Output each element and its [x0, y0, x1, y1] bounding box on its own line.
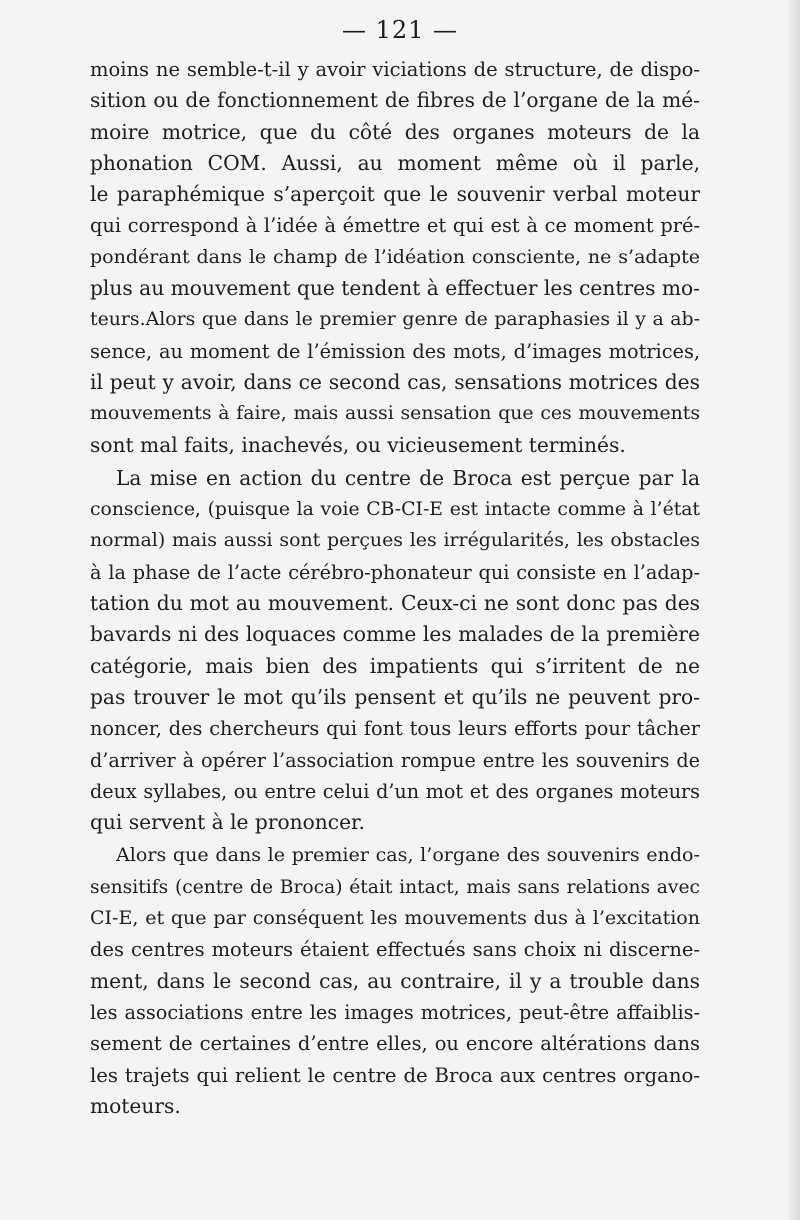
text-line: qui correspond à l’idée à émettre et qui est à ce moment pré- [90, 214, 700, 238]
page-edge-shadow [786, 0, 800, 1220]
text-line: moire motrice, que du côté des organes moteurs de la [90, 119, 700, 144]
text-line: les trajets qui relient le centre de Broca aux centres organo- [90, 1063, 700, 1087]
text-line: sition ou de fonctionnement de fibres de l’organe de la mé- [90, 88, 700, 113]
text-line: les associations entre les images motrices, peut-être affaiblis- [90, 1000, 700, 1024]
page-number: — 121 — [341, 16, 459, 44]
text-line: moins ne semble-t-il y avoir viciations de structure, de dispo- [90, 58, 700, 81]
text-line: des centres moteurs étaient effectués sans choix ni discerne- [90, 938, 700, 962]
text-line: qui servent à le prononcer. [90, 810, 365, 835]
text-line: à la phase de l’acte cérébro-phonateur qui consiste en l’adap- [90, 560, 700, 584]
text-line: conscience, (puisque la voie CB-CI-E est intacte comme à l’état [90, 499, 700, 521]
text-line: moteurs. [90, 1093, 181, 1118]
text-line: pas trouver le mot qu’ils pensent et qu’ils ne peuvent pro- [90, 684, 700, 709]
text-line: noncer, des chercheurs qui font tous leurs efforts pour tâcher [90, 717, 700, 741]
text-line: teurs.Alors que dans le premier genre de paraphasies il y a ab- [90, 308, 700, 331]
text-line: ment, dans le second cas, au contraire, il y a trouble dans [90, 968, 700, 993]
text-line: d’arriver à opérer l’association rompue entre les souvenirs de [90, 748, 700, 772]
text-line: Alors que dans le premier cas, l’organe des souvenirs endo- [116, 844, 700, 867]
text-line: bavards ni des loquaces comme les malades de la première [90, 622, 700, 647]
text-line: catégorie, mais bien des impatients qui s’irritent de ne [90, 653, 700, 678]
text-line: plus au mouvement que tendent à effectuer les centres mo- [90, 276, 700, 301]
text-line: CI-E, et que par conséquent les mouvements dus à l’excitation [90, 907, 700, 930]
paragraph [90, 840, 700, 1122]
text-line: il peut y avoir, dans ce second cas, sensations motrices des [90, 369, 700, 394]
paragraph [90, 463, 700, 839]
text-line: sensitifs (centre de Broca) était intact, mais sans relations avec [90, 876, 700, 898]
text-line: phonation COM. Aussi, au moment même où il parle, [90, 150, 700, 175]
text-line: sement de certaines d’entre elles, ou encore altérations dans [90, 1032, 700, 1056]
body-text [90, 54, 700, 1122]
text-line: sont mal faits, inachevés, ou vicieusement terminés. [90, 432, 626, 457]
text-line: normal) mais aussi sont perçues les irrégularités, les obstacles [90, 529, 700, 552]
text-line: mouvements à faire, mais aussi sensation que ces mouvements [90, 403, 700, 425]
text-line: pondérant dans le champ de l’idéation consciente, ne s’adapte [90, 245, 700, 268]
text-line: le paraphémique s’aperçoit que le souvenir verbal moteur [90, 182, 700, 207]
text-line: La mise en action du centre de Broca est perçue par la [116, 465, 700, 490]
paragraph [90, 54, 700, 461]
text-line: tation du mot au mouvement. Ceux-ci ne sont donc pas des [90, 591, 700, 616]
text-line: deux syllabes, ou entre celui d’un mot et des organes moteurs [90, 779, 700, 803]
text-line: sence, au moment de l’émission des mots, d’images motrices, [90, 339, 700, 363]
